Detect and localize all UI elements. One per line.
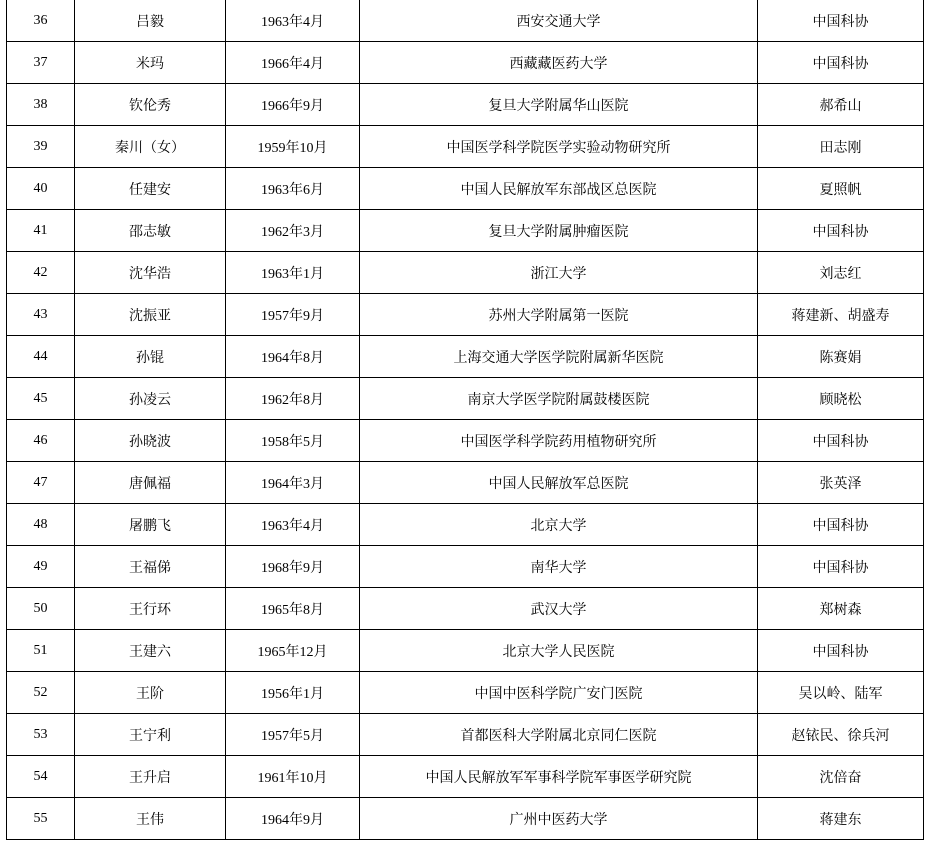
nominee-name-cell: 孙晓波: [75, 420, 226, 462]
row-number-cell: 41: [7, 210, 75, 252]
nominee-table: [6, 0, 924, 840]
table-row: [7, 672, 924, 714]
nominee-name-cell: 孙锟: [75, 336, 226, 378]
table-row: [7, 504, 924, 546]
nominee-name-cell: 王升启: [75, 756, 226, 798]
nominee-name-cell: 唐佩福: [75, 462, 226, 504]
row-number-cell: 52: [7, 672, 75, 714]
table-row: [7, 42, 924, 84]
recommender-cell: 中国科协: [758, 210, 924, 252]
organization-cell: 南华大学: [360, 546, 758, 588]
organization-cell: 中国中医科学院广安门医院: [360, 672, 758, 714]
recommender-cell: 刘志红: [758, 252, 924, 294]
recommender-cell: 蒋建东: [758, 798, 924, 840]
birth-date-cell: 1968年9月: [226, 546, 360, 588]
table-row: [7, 126, 924, 168]
table-row: [7, 336, 924, 378]
recommender-cell: 蒋建新、胡盛寿: [758, 294, 924, 336]
table-row: [7, 168, 924, 210]
row-number-cell: 36: [7, 0, 75, 42]
organization-cell: 西安交通大学: [360, 0, 758, 42]
table-row: [7, 210, 924, 252]
table-row: [7, 630, 924, 672]
organization-cell: 南京大学医学院附属鼓楼医院: [360, 378, 758, 420]
recommender-cell: 中国科协: [758, 42, 924, 84]
organization-cell: 上海交通大学医学院附属新华医院: [360, 336, 758, 378]
table-row: [7, 588, 924, 630]
table-row: [7, 0, 924, 42]
birth-date-cell: 1962年8月: [226, 378, 360, 420]
nominee-name-cell: 秦川（女）: [75, 126, 226, 168]
recommender-cell: 赵铱民、徐兵河: [758, 714, 924, 756]
birth-date-cell: 1964年9月: [226, 798, 360, 840]
organization-cell: 复旦大学附属肿瘤医院: [360, 210, 758, 252]
table-row: [7, 252, 924, 294]
nominee-name-cell: 王福俤: [75, 546, 226, 588]
organization-cell: 北京大学: [360, 504, 758, 546]
birth-date-cell: 1959年10月: [226, 126, 360, 168]
recommender-cell: 夏照帆: [758, 168, 924, 210]
birth-date-cell: 1966年4月: [226, 42, 360, 84]
table-row: [7, 84, 924, 126]
organization-cell: 复旦大学附属华山医院: [360, 84, 758, 126]
nominee-name-cell: 王行环: [75, 588, 226, 630]
recommender-cell: 中国科协: [758, 630, 924, 672]
organization-cell: 北京大学人民医院: [360, 630, 758, 672]
organization-cell: 西藏藏医药大学: [360, 42, 758, 84]
recommender-cell: 田志刚: [758, 126, 924, 168]
recommender-cell: 吴以岭、陆军: [758, 672, 924, 714]
organization-cell: 中国人民解放军东部战区总医院: [360, 168, 758, 210]
birth-date-cell: 1956年1月: [226, 672, 360, 714]
recommender-cell: 郝希山: [758, 84, 924, 126]
organization-cell: 首都医科大学附属北京同仁医院: [360, 714, 758, 756]
birth-date-cell: 1961年10月: [226, 756, 360, 798]
row-number-cell: 37: [7, 42, 75, 84]
table-row: [7, 462, 924, 504]
recommender-cell: 张英泽: [758, 462, 924, 504]
row-number-cell: 39: [7, 126, 75, 168]
birth-date-cell: 1965年8月: [226, 588, 360, 630]
birth-date-cell: 1957年9月: [226, 294, 360, 336]
birth-date-cell: 1957年5月: [226, 714, 360, 756]
row-number-cell: 46: [7, 420, 75, 462]
organization-cell: 苏州大学附属第一医院: [360, 294, 758, 336]
recommender-cell: 中国科协: [758, 0, 924, 42]
table-row: [7, 420, 924, 462]
row-number-cell: 50: [7, 588, 75, 630]
table-row: [7, 756, 924, 798]
row-number-cell: 49: [7, 546, 75, 588]
nominee-name-cell: 邵志敏: [75, 210, 226, 252]
nominee-name-cell: 任建安: [75, 168, 226, 210]
organization-cell: 中国人民解放军总医院: [360, 462, 758, 504]
recommender-cell: 顾晓松: [758, 378, 924, 420]
nominee-name-cell: 沈华浩: [75, 252, 226, 294]
nominee-name-cell: 沈振亚: [75, 294, 226, 336]
birth-date-cell: 1958年5月: [226, 420, 360, 462]
table-row: [7, 294, 924, 336]
birth-date-cell: 1963年6月: [226, 168, 360, 210]
recommender-cell: 沈倍奋: [758, 756, 924, 798]
birth-date-cell: 1963年4月: [226, 504, 360, 546]
row-number-cell: 54: [7, 756, 75, 798]
nominee-name-cell: 屠鹏飞: [75, 504, 226, 546]
birth-date-cell: 1966年9月: [226, 84, 360, 126]
nominee-name-cell: 王建六: [75, 630, 226, 672]
table-row: [7, 546, 924, 588]
nominee-table-body: [7, 0, 924, 840]
organization-cell: 中国人民解放军军事科学院军事医学研究院: [360, 756, 758, 798]
organization-cell: 武汉大学: [360, 588, 758, 630]
row-number-cell: 45: [7, 378, 75, 420]
recommender-cell: 中国科协: [758, 420, 924, 462]
recommender-cell: 中国科协: [758, 546, 924, 588]
organization-cell: 广州中医药大学: [360, 798, 758, 840]
organization-cell: 浙江大学: [360, 252, 758, 294]
row-number-cell: 55: [7, 798, 75, 840]
row-number-cell: 40: [7, 168, 75, 210]
nominee-name-cell: 吕毅: [75, 0, 226, 42]
table-row: [7, 378, 924, 420]
row-number-cell: 51: [7, 630, 75, 672]
row-number-cell: 38: [7, 84, 75, 126]
nominee-name-cell: 王阶: [75, 672, 226, 714]
nominee-name-cell: 王伟: [75, 798, 226, 840]
table-row: [7, 798, 924, 840]
birth-date-cell: 1964年3月: [226, 462, 360, 504]
nominee-name-cell: 钦伦秀: [75, 84, 226, 126]
row-number-cell: 43: [7, 294, 75, 336]
organization-cell: 中国医学科学院医学实验动物研究所: [360, 126, 758, 168]
recommender-cell: 陈赛娟: [758, 336, 924, 378]
row-number-cell: 47: [7, 462, 75, 504]
row-number-cell: 53: [7, 714, 75, 756]
recommender-cell: 中国科协: [758, 504, 924, 546]
birth-date-cell: 1964年8月: [226, 336, 360, 378]
nominee-name-cell: 孙凌云: [75, 378, 226, 420]
row-number-cell: 44: [7, 336, 75, 378]
table-row: [7, 714, 924, 756]
birth-date-cell: 1962年3月: [226, 210, 360, 252]
birth-date-cell: 1963年1月: [226, 252, 360, 294]
birth-date-cell: 1963年4月: [226, 0, 360, 42]
row-number-cell: 48: [7, 504, 75, 546]
row-number-cell: 42: [7, 252, 75, 294]
recommender-cell: 郑树森: [758, 588, 924, 630]
organization-cell: 中国医学科学院药用植物研究所: [360, 420, 758, 462]
birth-date-cell: 1965年12月: [226, 630, 360, 672]
nominee-name-cell: 王宁利: [75, 714, 226, 756]
nominee-name-cell: 米玛: [75, 42, 226, 84]
